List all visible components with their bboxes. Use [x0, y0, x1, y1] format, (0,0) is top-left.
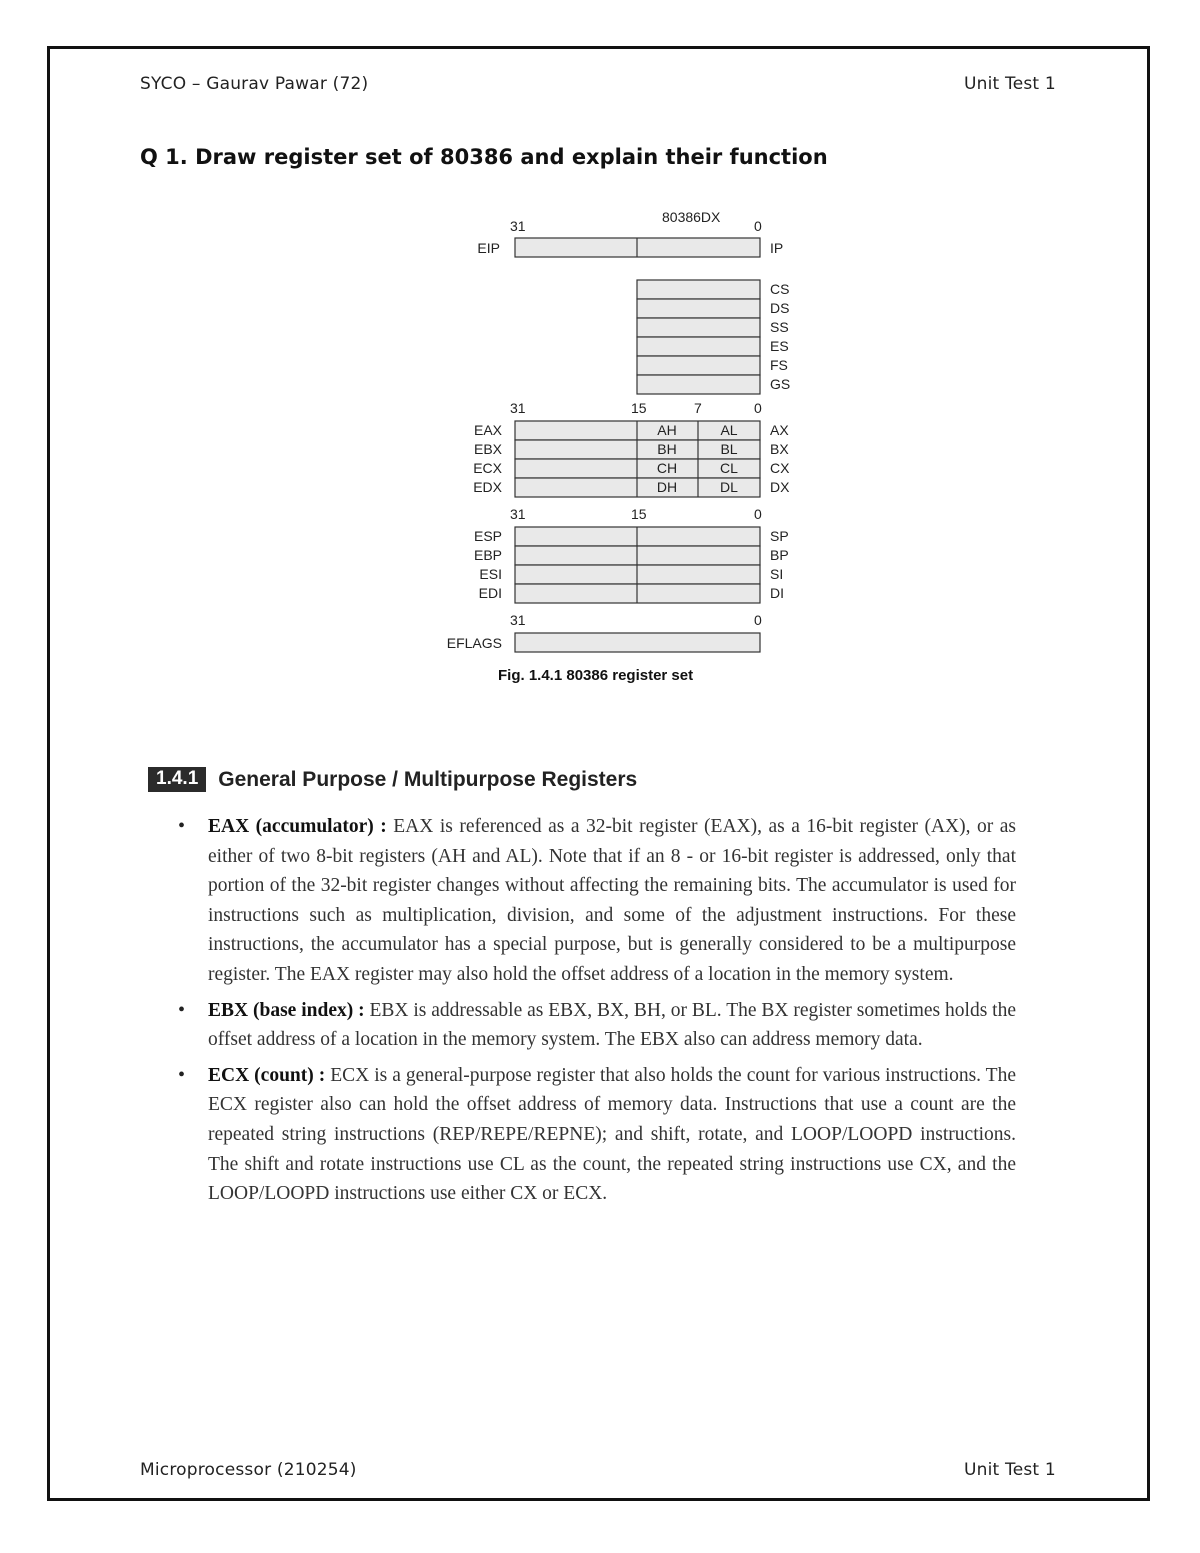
figure-caption: Fig. 1.4.1 80386 register set: [498, 667, 694, 684]
gp-bit-15: 15: [631, 400, 647, 416]
segment-register-cs: [637, 280, 760, 299]
segment-label-ds: DS: [770, 300, 790, 316]
section-number: 1.4.1: [148, 767, 206, 792]
gp-hi-ch: CH: [656, 460, 678, 476]
flags-bit-31: 31: [510, 612, 526, 628]
general-purpose-registers: [473, 400, 790, 497]
gp-bit-0: 0: [754, 400, 762, 416]
segment-register-es: [637, 337, 760, 356]
bullet-text: EAX is referenced as a 32-bit register (EAX), as a 16-bit register (AX), or as either of two 8-bit registers (AH and AL). Note that if an 8 - or 16-bit register is addressed, only that portion of the 32-bit register changes without affecting the remaining bits. The accumulator is used for instructions such as multiplication, division, and some of the adjustment instructions. For these instructions, the accumulator has a special purpose, but is generally considered to be a multipurpose register. The EAX register may also hold the offset address of a location in the memory system.: [208, 816, 1016, 985]
pi-right-di: DI: [770, 585, 784, 601]
gp-hi-bh: BH: [657, 441, 677, 457]
pi-bit-31: 31: [510, 506, 526, 522]
gp-lo-dl: DL: [720, 479, 738, 495]
pi-label-esp: ESP: [473, 528, 502, 544]
pi-label-ebp: EBP: [473, 547, 502, 563]
segment-register-ds: [637, 299, 760, 318]
pi-right-si: SI: [770, 566, 784, 582]
chip-label: 80386DX: [662, 209, 721, 225]
gp-hi-dh: DH: [656, 479, 678, 495]
gp-label-ecx: ECX: [473, 460, 502, 476]
gp-bit-31: 31: [510, 400, 526, 416]
bullet-text: ECX is a general-purpose register that also holds the count for various instructions. The ECX register also can hold the offset address of memory data. Instructions that use a count are the repeated string instructions (REP/REPE/REPNE); and shift, rotate, and LOOP/LOOPD instructions. The shift and rotate instructions use CL as the count, the repeated string instructions use CX, and the LOOP/LOOPD instructions use either CX or ECX.: [208, 1064, 1016, 1205]
eip-label: EIP: [477, 240, 500, 256]
bullet-eax: [208, 812, 1016, 990]
eip-bit-lo: 0: [754, 218, 762, 234]
bullet-term: EBX (base index) :: [208, 999, 365, 1021]
bullet-ebx: [208, 996, 1016, 1055]
pi-label-edi: EDI: [478, 585, 502, 601]
bullet-term: ECX (count) :: [208, 1064, 326, 1086]
header-left: SYCO – Gaurav Pawar (72): [140, 74, 369, 94]
pi-label-esi: ESI: [479, 566, 502, 582]
gp-hi-ah: AH: [657, 422, 677, 438]
pi-bit-15: 15: [631, 506, 647, 522]
segment-registers: [637, 280, 790, 394]
segment-label-es: ES: [770, 338, 789, 354]
gp-right-ax: AX: [770, 422, 789, 438]
bullet-text: EBX is addressable as EBX, BX, BH, or BL. The BX register sometimes holds the offset address of a location in the memory system. The EBX also can address memory data.: [208, 999, 1017, 1051]
register-bullet-list: [208, 812, 1016, 1215]
register-eflags: [515, 633, 760, 652]
pointer-index-registers: [474, 506, 789, 603]
section-title: General Purpose / Multipurpose Registers: [218, 767, 638, 791]
segment-label-fs: FS: [770, 357, 788, 373]
bullet-ecx: [208, 1061, 1016, 1209]
pi-right-sp: SP: [770, 528, 789, 544]
register-set-diagram: [0, 0, 1200, 700]
ip-label: IP: [770, 240, 784, 256]
segment-register-ss: [637, 318, 760, 337]
section-heading: [148, 767, 637, 792]
pi-right-bp: BP: [770, 547, 789, 563]
segment-register-gs: [637, 375, 760, 394]
gp-right-bx: BX: [770, 441, 789, 457]
gp-right-dx: DX: [770, 479, 790, 495]
gp-lo-cl: CL: [720, 460, 738, 476]
gp-right-cx: CX: [770, 460, 790, 476]
segment-register-fs: [637, 356, 760, 375]
flags-bit-0: 0: [754, 612, 762, 628]
gp-label-ebx: EBX: [473, 441, 502, 457]
eip-bit-hi: 31: [510, 218, 526, 234]
gp-label-edx: EDX: [473, 479, 502, 495]
footer-right: Unit Test 1: [964, 1460, 1056, 1480]
question-title: Q 1. Draw register set of 80386 and explain their function: [140, 145, 828, 169]
footer-left: Microprocessor (210254): [140, 1460, 357, 1480]
header-right: Unit Test 1: [964, 74, 1056, 94]
gp-label-eax: EAX: [473, 422, 502, 438]
segment-label-ss: SS: [770, 319, 789, 335]
flags-label: EFLAGS: [446, 635, 502, 651]
pi-bit-0: 0: [754, 506, 762, 522]
gp-bit-7: 7: [694, 400, 702, 416]
gp-lo-bl: BL: [720, 441, 738, 457]
bullet-term: EAX (accumulator) :: [208, 816, 387, 837]
gp-lo-al: AL: [720, 422, 738, 438]
segment-label-gs: GS: [770, 376, 791, 392]
segment-label-cs: CS: [770, 281, 790, 297]
